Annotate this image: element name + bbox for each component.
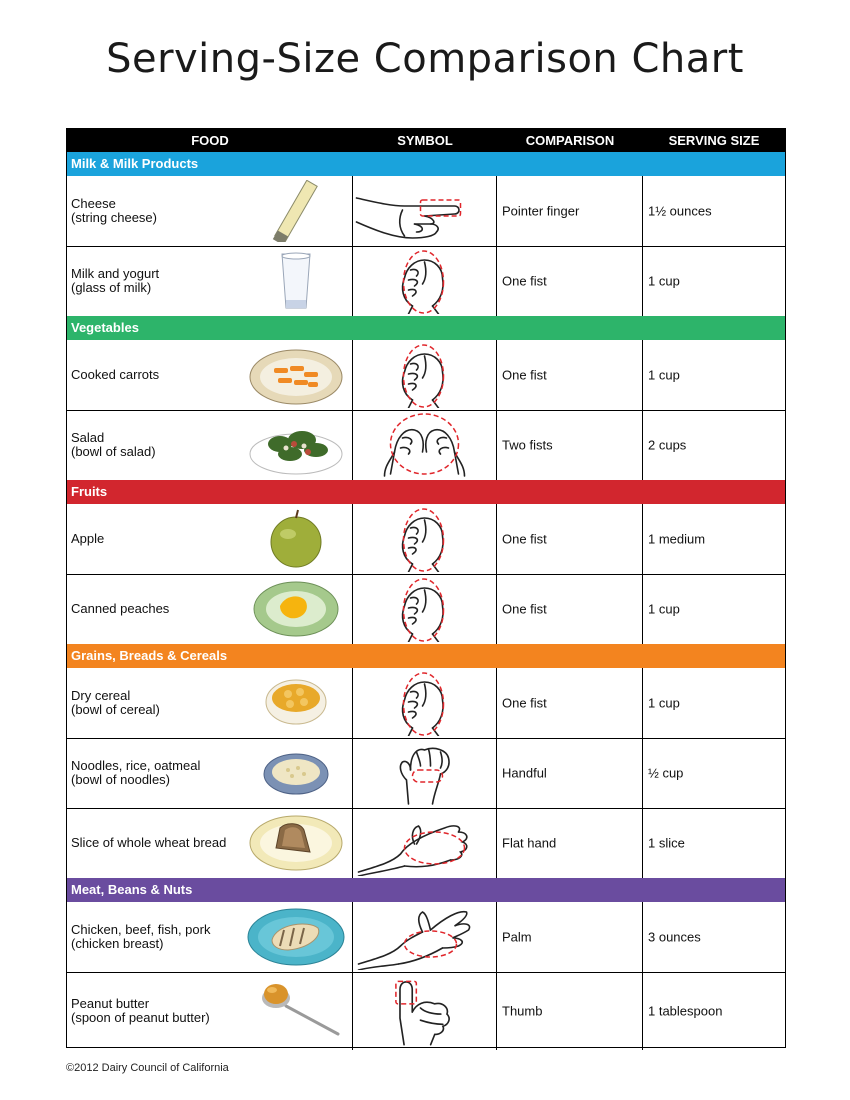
serving-size-cell [643,246,785,316]
serving-size-text: ½ cup [648,765,684,781]
serving-size-cell [643,176,785,246]
flat-hand-icon [353,810,496,876]
food-label [71,689,261,717]
food-detail: (chicken breast) [71,936,164,951]
symbol-cell [353,738,497,808]
symbol-cell [353,340,497,410]
comparison-text: One fist [502,531,547,547]
comparison-cell [497,340,643,410]
serving-size-text: 1½ ounces [648,203,712,219]
food-cell [67,176,353,246]
category-band: Milk & Milk Products [67,152,785,176]
food-name: Canned peaches [71,601,170,616]
serving-size-table [66,128,786,1048]
comparison-cell [497,808,643,878]
food-cell [67,668,353,738]
comparison-cell [497,972,643,1050]
symbol-cell [353,902,497,972]
chicken-plate-icon [246,906,346,968]
fist-icon [353,342,496,408]
serving-size-cell [643,902,785,972]
food-cell [67,902,353,972]
comparison-text: One fist [502,273,547,289]
comparison-text: Palm [502,929,532,945]
food-name: Cheese [71,196,116,211]
table-row [67,246,785,316]
food-name: Milk and yogurt [71,266,160,281]
bread-plate-icon [246,812,346,874]
food-cell [67,246,353,316]
food-cell [67,808,353,878]
symbol-cell [353,808,497,878]
page-title: Serving-Size Comparison Chart [106,36,744,82]
comparison-text: Handful [502,765,547,781]
serving-size-cell [643,340,785,410]
string-cheese-icon [246,180,346,242]
food-detail: (bowl of noodles) [71,772,170,787]
food-name: Chicken, beef, fish, pork [71,922,211,937]
serving-size-cell [643,668,785,738]
food-name: Peanut butter [71,996,150,1011]
serving-size-text: 1 tablespoon [648,1003,723,1019]
comparison-text: Flat hand [502,835,557,851]
food-label [71,368,261,382]
carrots-plate-icon [246,344,346,406]
table-row [67,176,785,247]
table-row [67,574,785,644]
peanut-butter-spoon-icon [246,976,346,1046]
food-cell [67,504,353,574]
palm-icon [353,904,496,970]
food-name: Cooked carrots [71,367,160,382]
serving-size-cell [643,574,785,644]
table-row [67,410,785,480]
food-name: Noodles, rice, oatmeal [71,758,201,773]
food-label [71,923,261,951]
food-detail: (spoon of peanut butter) [71,1010,210,1025]
table-row [67,738,785,809]
comparison-text: Pointer finger [502,203,580,219]
header-comparison: COMPARISON [525,133,615,148]
serving-size-cell [643,972,785,1050]
header-symbol: SYMBOL [397,133,453,148]
serving-size-text: 2 cups [648,437,687,453]
category-band: Meat, Beans & Nuts [67,878,785,902]
symbol-cell [353,574,497,644]
symbol-cell [353,410,497,480]
symbol-cell [353,246,497,316]
food-name: Salad [71,430,105,445]
food-label [71,997,261,1025]
header-food: FOOD [191,133,229,148]
table-row [67,504,785,575]
food-detail: (glass of milk) [71,280,152,295]
cereal-bowl-icon [246,672,346,734]
table-row [67,668,785,739]
two-fists-icon [353,412,496,478]
serving-size-text: 3 ounces [648,929,701,945]
symbol-cell [353,668,497,738]
peaches-bowl-icon [246,578,346,640]
food-name: Slice of whole wheat bread [71,835,227,850]
food-cell [67,972,353,1050]
food-cell [67,340,353,410]
food-cell [67,410,353,480]
fist-icon [353,248,496,314]
serving-size-cell [643,738,785,808]
comparison-cell [497,902,643,972]
comparison-cell [497,504,643,574]
symbol-cell [353,504,497,574]
salad-bowl-icon [246,414,346,476]
comparison-cell [497,738,643,808]
food-label [71,267,261,295]
table-row [67,340,785,411]
comparison-cell [497,668,643,738]
fist-icon [353,576,496,642]
food-label [71,759,261,787]
comparison-cell [497,410,643,480]
food-label [71,602,261,616]
rice-bowl-icon [246,742,346,804]
food-label [71,836,261,850]
pointer-finger-icon [353,178,496,244]
handful-icon [353,740,496,806]
food-label [71,197,261,225]
header-serving-size: SERVING SIZE [668,133,760,148]
serving-size-text: 1 cup [648,367,680,383]
food-cell [67,574,353,644]
table-row [67,902,785,973]
category-band: Fruits [67,480,785,504]
serving-size-text: 1 cup [648,273,680,289]
comparison-text: One fist [502,695,547,711]
thumb-icon [353,974,496,1048]
symbol-cell [353,176,497,246]
comparison-cell [497,176,643,246]
symbol-cell [353,972,497,1050]
comparison-text: Thumb [502,1003,543,1019]
serving-size-text: 1 cup [648,695,680,711]
serving-size-text: 1 medium [648,531,706,547]
serving-size-cell [643,808,785,878]
comparison-text: Two fists [502,437,553,453]
apple-icon [246,508,346,570]
serving-size-text: 1 cup [648,601,680,617]
food-detail: (string cheese) [71,210,157,225]
food-name: Apple [71,531,105,546]
copyright-footer: ©2012 Dairy Council of California [66,1062,229,1074]
fist-icon [353,506,496,572]
fist-icon [353,670,496,736]
category-band: Grains, Breads & Cereals [67,644,785,668]
comparison-cell [497,574,643,644]
glass-of-milk-icon [246,250,346,312]
comparison-text: One fist [502,601,547,617]
comparison-text: One fist [502,367,547,383]
table-row [67,972,785,1050]
serving-size-text: 1 slice [648,835,685,851]
serving-size-cell [643,410,785,480]
food-label [71,532,261,546]
serving-size-cell [643,504,785,574]
food-label [71,431,261,459]
food-name: Dry cereal [71,688,131,703]
food-detail: (bowl of cereal) [71,702,160,717]
table-row [67,808,785,878]
category-band: Vegetables [67,316,785,340]
comparison-cell [497,246,643,316]
table-header [67,129,785,152]
food-cell [67,738,353,808]
food-detail: (bowl of salad) [71,444,156,459]
